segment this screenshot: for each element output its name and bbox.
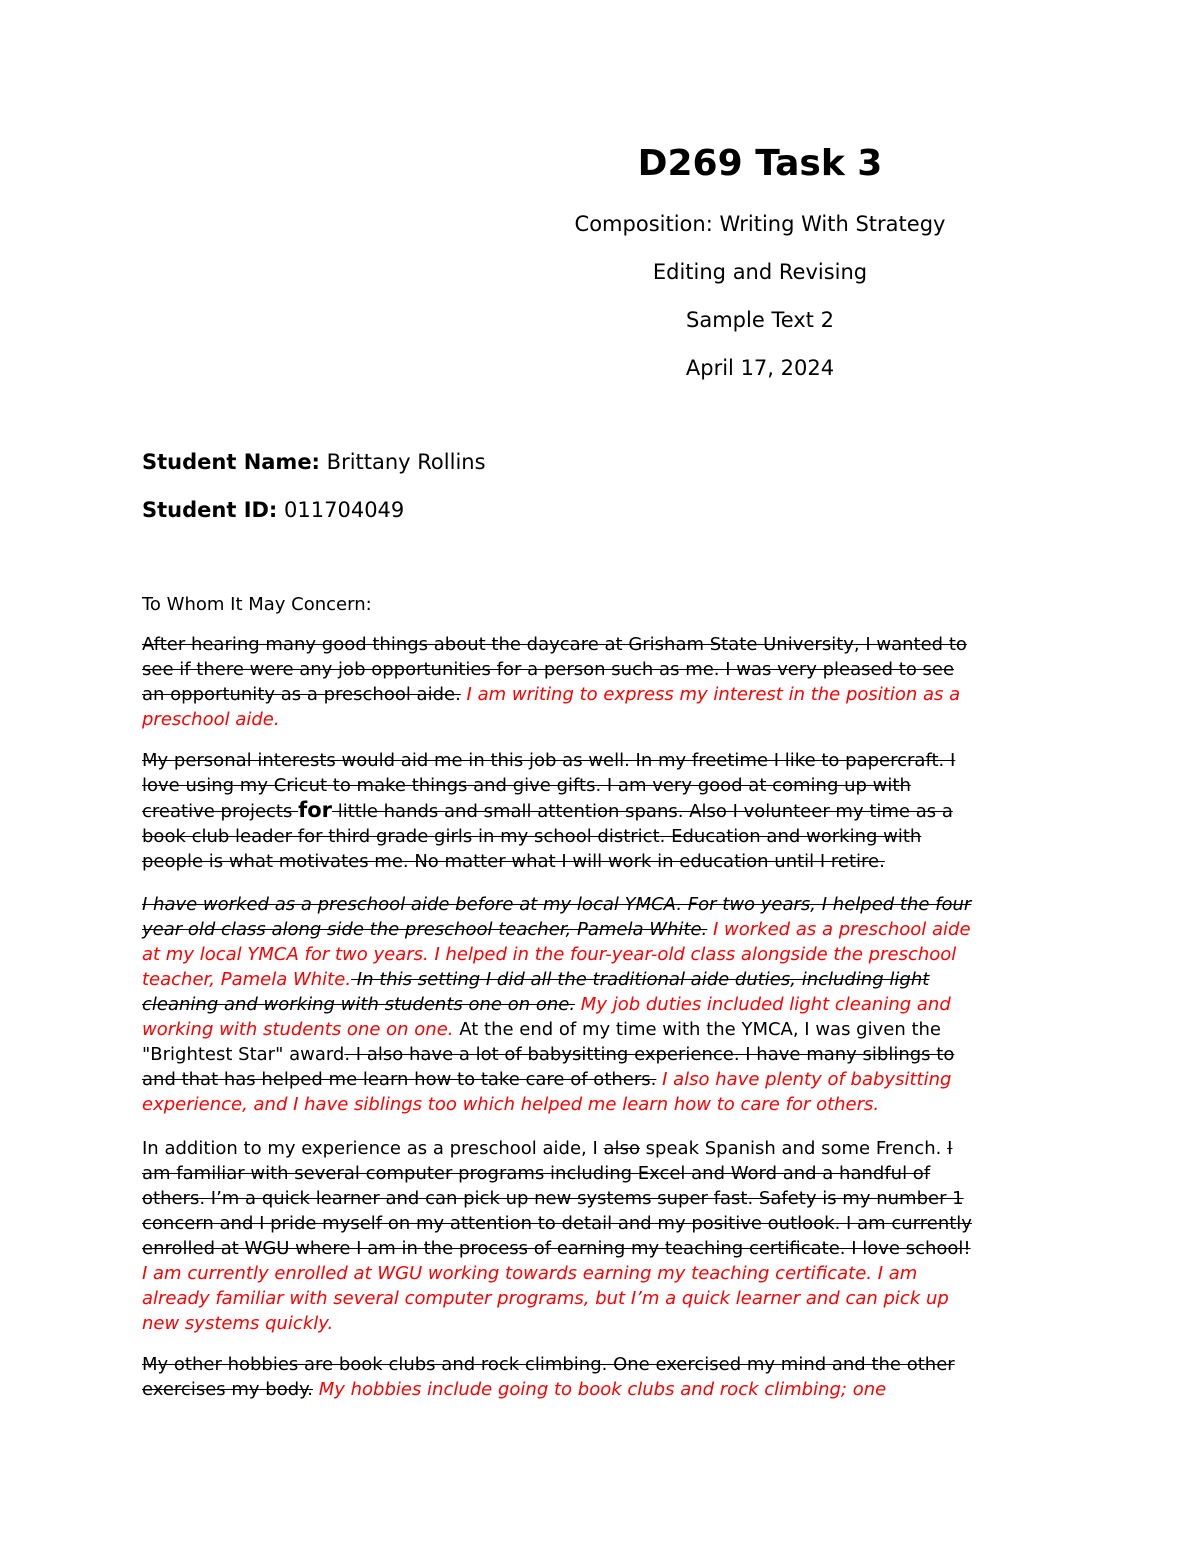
deleted-text: creative projects [142,801,299,822]
inserted-text: working with students one on one. [142,1019,454,1040]
student-id-label: Student ID: [142,498,278,522]
inserted-word-for: for [298,798,333,822]
deleted-text: cleaning and working with students one on one. [142,994,576,1015]
plain-text: At the end of my time with the YMCA, I was given the [453,1019,942,1040]
deleted-text: In this setting I did all the traditional aide duties, including light [351,969,930,990]
paragraph-4 [142,1136,1062,1336]
paragraph-3 [142,892,1062,1117]
student-id-line [142,496,404,524]
student-name-line [142,448,486,476]
student-id-value: 011704049 [284,498,405,522]
deleted-text: book club leader for third grade girls in my school district. Education and working with [142,826,922,847]
deleted-text: year old class along side the preschool teacher, Pamela White. [142,919,708,940]
deleted-text: My personal interests would aid me in this job as well. In my freetime I like to papercraft. I [142,750,956,771]
inserted-text: My hobbies include going to book clubs and rock climbing; one [312,1379,887,1400]
inserted-text: My job duties included light cleaning and [575,994,951,1015]
paragraph-2 [142,748,1062,874]
deleted-text: an opportunity as a preschool aide. [142,684,461,705]
plain-text: "Brightest Star" award [142,1044,345,1065]
inserted-text: new systems quickly. [142,1313,334,1334]
deleted-text: enrolled at WGU where I am in the process of earning my teaching certificate. I love school! [142,1238,971,1259]
assignment-name: Editing and Revising [652,260,868,284]
inserted-text: I worked as a preschool aide [707,919,971,940]
deleted-text: see if there were any job opportunities for a person such as me. I was very pleased to see [142,659,955,680]
salutation: To Whom It May Concern: [142,594,372,615]
student-name-value: Brittany Rollins [326,450,486,474]
document-title: D269 Task 3 [637,143,883,184]
inserted-text: at my local YMCA for two years. I helped in the four-year-old class alongside the preschool [142,944,957,965]
document-date: April 17, 2024 [685,356,835,380]
paragraph-1 [142,632,1062,732]
deleted-text: After hearing many good things about the daycare at Grisham State University, I wanted to [142,634,967,655]
deleted-text: also [603,1138,640,1159]
inserted-text: preschool aide. [142,709,280,730]
plain-text: speak Spanish and some French. [639,1138,948,1159]
paragraph-5 [142,1352,1062,1402]
deleted-text: My other hobbies are book clubs and rock climbing. One exercised my mind and the other [142,1354,955,1375]
deleted-text: I [947,1138,953,1159]
sample-label: Sample Text 2 [686,308,834,332]
deleted-text: am familiar with several computer programs including Excel and Word and a handful of [142,1163,931,1184]
deleted-text: exercises my body. [142,1379,313,1400]
inserted-text: I also have plenty of babysitting [656,1069,952,1090]
course-name: Composition: Writing With Strategy [574,212,946,236]
deleted-text: I have worked as a preschool aide before at my local YMCA. For two years, I helped the four [142,894,972,915]
deleted-text: love using my Cricut to make things and give gifts. I am very good at coming up with [142,775,911,796]
plain-text: In addition to my experience as a preschool aide, I [142,1138,604,1159]
inserted-text: already familiar with several computer programs, but I’m a quick learner and can pick up [142,1288,949,1309]
deleted-text: others. I’m a quick learner and can pick up new systems super fast. Safety is my number 1 [142,1188,964,1209]
deleted-text: and that has helped me learn how to take care of others. [142,1069,657,1090]
inserted-text: teacher, Pamela White. [142,969,352,990]
inserted-text: experience, and I have siblings too which helped me learn how to care for others. [142,1094,880,1115]
inserted-text: I am currently enrolled at WGU working towards earning my teaching certificate. I am [142,1263,918,1284]
deleted-text: little hands and small attention spans. Also I volunteer my time as a [332,801,953,822]
student-name-label: Student Name: [142,450,320,474]
inserted-text: I am writing to express my interest in the position as a [460,684,961,705]
deleted-text: people is what motivates me. No matter what I will work in education until I retire. [142,851,885,872]
deleted-text: . I also have a lot of babysitting experience. I have many siblings to [344,1044,955,1065]
deleted-text: concern and I pride myself on my attention to detail and my positive outlook. I am currently [142,1213,972,1234]
